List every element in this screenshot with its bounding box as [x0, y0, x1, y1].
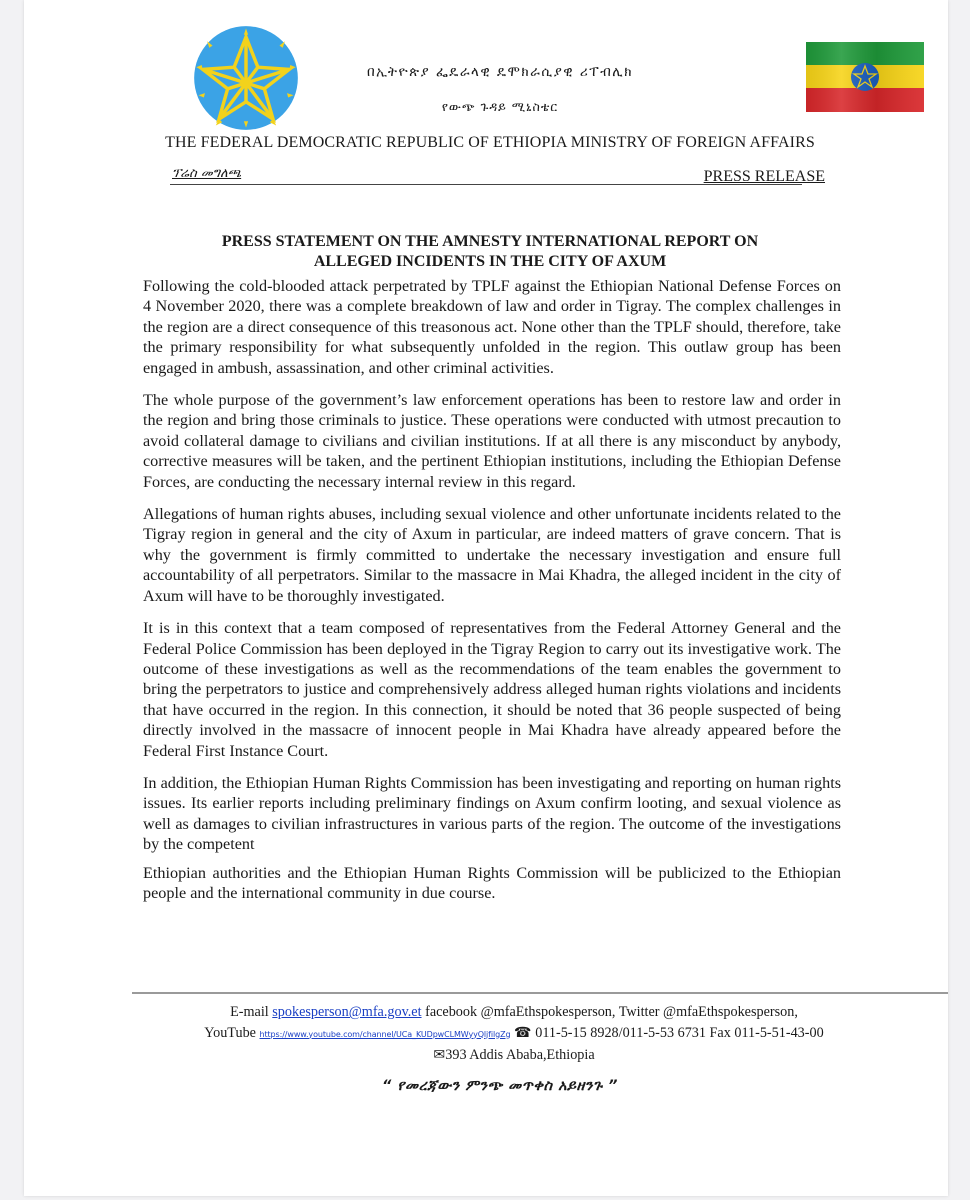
amharic-republic-name: በኢትዮጵያ ፌዴራላዊ ዴሞክራሲያዊ ሪፐብሊክ [366, 64, 634, 80]
press-release-label: PRESS RELEASE [703, 168, 825, 185]
email-link[interactable]: spokesperson@mfa.gov.et [272, 1004, 422, 1020]
paragraph-1: Following the cold-blooded attack perpetrated by TPLF against the Ethiopian National Defense Forces on 4 November 2020, there was a complete breakdown of law and order in Tigray. The complex challenges in the region are a direct consequence of this treasonous act. None other than the TPLF should, therefore, take the primary responsibility for what subsequently unfolded in the region. This outlaw group has been engaged in ambush, assassination, and other criminal activities. [143, 277, 841, 377]
paragraph-4: It is in this context that a team composed of representatives from the Federal Attorney General and the Federal Police Commission has been deployed in the Tigray Region to carry out its investigative work. The outcome of these investigations as well as the recommendations of the team enables the government to bring the perpetrators to justice and comprehensively address alleged human rights violations and incidents that have occurred in the region. In this connection, it should be noted that 36 people suspected of being directly involved in the massacre of innocent people in Mai Khadra have already appeared before the Federal First Instance Court. [143, 619, 841, 760]
amharic-ministry-name: የውጭ ጉዳይ ሚኒስቴር [441, 99, 559, 114]
paragraph-3: Allegations of human rights abuses, including sexual violence and other unfortunate incidents related to the Tigray region in general and the city of Axum in particular, are indeed matters of grave concern. That is why the government is firmly committed to undertake the necessary investigation and ensure full accountability of all perpetrators. Similar to the massacre in Mai Khadra, the alleged incident in the city of Axum will have to be thoroughly investigated. [143, 505, 841, 605]
statement-title-line-1: PRESS STATEMENT ON THE AMNESTY INTERNATIONAL REPORT ON [221, 233, 759, 250]
phone-numbers: 011-5-15 8928/011-5-53 6731 Fax 011-5-51-43-00 [535, 1024, 824, 1041]
press-release-amharic: ፕሬስ መግለጫ [172, 166, 242, 181]
ethiopia-flag-icon [806, 42, 924, 112]
paragraph-2: The whole purpose of the government’s law enforcement operations has been to restore law and order in the region and bring those criminals to justice. These operations were conducted with utmost precaution to avoid collateral damage to civilians and civilian institutions. If at all there is any misconduct by anybody, corrective measures will be taken, and the pertinent Ethiopian institutions, including the Ethiopian Defense Forces, are conducting the necessary internal review in this regard. [143, 391, 841, 491]
ethiopia-emblem-icon [192, 24, 300, 132]
phone-icon: ☎ [514, 1024, 532, 1041]
contact-line-2 [134, 1023, 894, 1046]
footer-divider [132, 992, 948, 994]
ministry-title: THE FEDERAL DEMOCRATIC REPUBLIC OF ETHIOPIA MINISTRY OF FOREIGN AFFAIRS [165, 134, 815, 151]
contact-line-3 [134, 1045, 894, 1066]
statement-title-line-2: ALLEGED INCIDENTS IN THE CITY OF AXUM [313, 253, 667, 270]
address: 393 Addis Ababa,Ethiopia [445, 1047, 595, 1063]
contact-info [134, 1002, 894, 1066]
statement-body [143, 276, 841, 915]
document-page [24, 0, 948, 1196]
social-handles: facebook @mfaEthspokesperson, Twitter @mfaEthspokesperson, [425, 1004, 798, 1020]
statement-title [140, 232, 840, 272]
motto: “ የመረጃውን ምንጭ መጥቀስ አይዘንጉ ” [382, 1078, 618, 1094]
paragraph-5: In addition, the Ethiopian Human Rights Commission has been investigating and reporting on human rights issues. Its earlier reports including preliminary findings on Axum confirm looting, and sexual violence as well as damages to civilian infrastructures in various parts of the region. The outcome of the investigations by the competent [143, 773, 841, 854]
email-label: E-mail [230, 1004, 269, 1020]
pobox-icon: ✉ [433, 1047, 446, 1063]
paragraph-6: Ethiopian authorities and the Ethiopian Human Rights Commission will be publicized to the Ethiopian people and the international community in due course. [143, 863, 841, 902]
youtube-link[interactable]: https://www.youtube.com/channel/UCa_KUDpwCLMWyyQljfilgZg [259, 1029, 511, 1039]
youtube-label: YouTube [204, 1024, 256, 1041]
contact-line-1 [134, 1002, 894, 1023]
